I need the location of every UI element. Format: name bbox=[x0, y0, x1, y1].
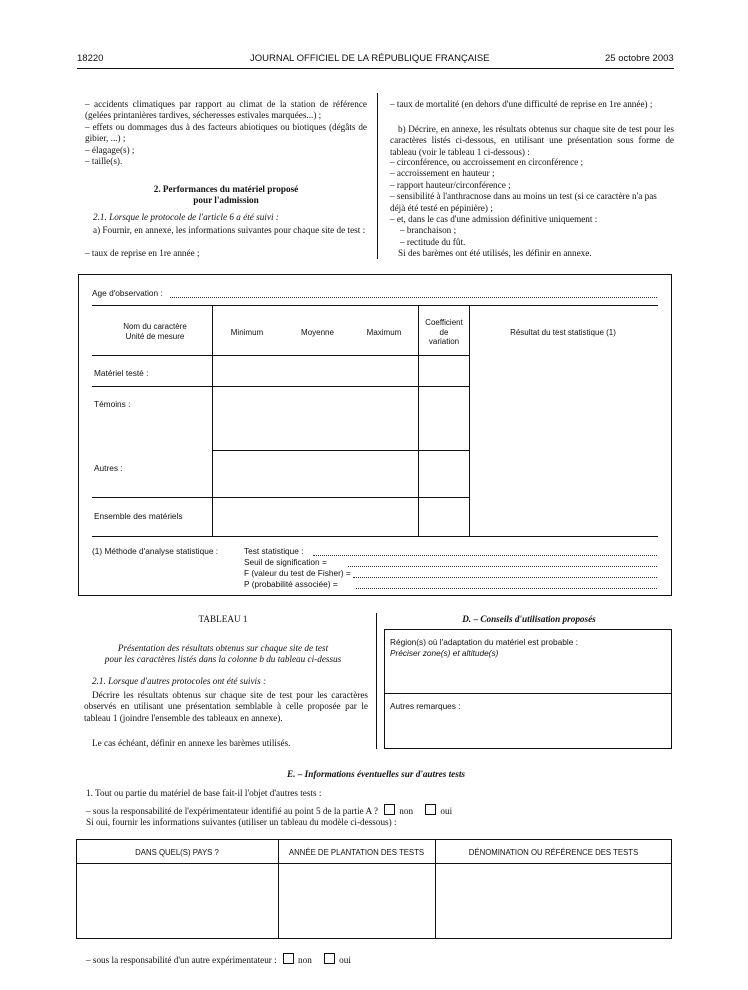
col-header-coef: Coefficient de variation bbox=[425, 318, 463, 346]
page-number: 18220 bbox=[77, 53, 104, 64]
tableau-title: TABLEAU 1 bbox=[198, 614, 248, 624]
checkbox-non-2[interactable] bbox=[283, 953, 294, 964]
label-non-2: non bbox=[298, 955, 312, 965]
remarks-label: Autres remarques : bbox=[390, 701, 461, 711]
list-item: – sensibilité à l'anthracnose dans au moins un test (si ce caractère n'a pas déjà été testé en pépinière) ; bbox=[390, 191, 657, 213]
journal-title: JOURNAL OFFICIEL DE LA RÉPUBLIQUE FRANÇAISE bbox=[250, 53, 490, 64]
checkbox-oui[interactable] bbox=[425, 804, 436, 815]
stat-seuil-field[interactable] bbox=[348, 566, 657, 567]
question-1a: – sous la responsabilité de l'expérimentateur identifié au point 5 de la partie A ? non oui bbox=[86, 806, 453, 816]
left-bullets bbox=[85, 99, 367, 167]
stat-fisher: F (valeur du test de Fisher) = bbox=[244, 568, 351, 578]
item-reprise: – taux de reprise en 1re année ; bbox=[85, 248, 200, 258]
right-items bbox=[390, 157, 674, 248]
bullet-item: – accidents climatiques par rapport au climat de la station de référence (gelées printanières tardives, sécheresses estivales marquées...) ; bbox=[85, 99, 367, 121]
bullet-item: – taille(s). bbox=[85, 156, 123, 167]
stat-fisher-field[interactable] bbox=[353, 577, 657, 578]
row-label-teste: Matériel testé : bbox=[94, 368, 149, 378]
row-label-temoins: Témoins : bbox=[94, 399, 131, 409]
stat-p: P (probabilité associée) = bbox=[244, 579, 338, 589]
item-mortalite: – taux de mortalité (en dehors d'une difficulté de reprise en 1re année) ; bbox=[390, 99, 653, 109]
list-item: – rapport hauteur/circonférence ; bbox=[390, 179, 511, 190]
header-pays: DANS QUEL(S) PAYS ? bbox=[135, 848, 219, 857]
bullet-item: – élagage(s) ; bbox=[85, 144, 135, 155]
regions-hint: Préciser zone(s) et altitude(s) bbox=[390, 648, 499, 658]
header-rule bbox=[77, 68, 674, 69]
age-label: Age d'observation : bbox=[92, 288, 163, 298]
para-21b: Décrire les résultats obtenus sur chaque site de test pour les caractères observés en utilisant une présentation semblable à celle proposée par le tableau 1 (joindre l'ensemble des tableaux en annexe). bbox=[84, 690, 368, 723]
section-title: 2. Performances du matériel proposé pour l'admission bbox=[153, 184, 299, 206]
list-subitem: – branchaison ; bbox=[400, 225, 457, 236]
stat-p-field[interactable] bbox=[356, 588, 657, 589]
stat-test: Test statistique : bbox=[244, 546, 304, 556]
stat-seuil: Seuil de signification = bbox=[244, 557, 327, 567]
list-item: – accroissement en hauteur ; bbox=[390, 168, 495, 179]
para-a: a) Fournir, en annexe, les informations suivantes pour chaque site de test : bbox=[93, 225, 366, 235]
label-oui: oui bbox=[440, 806, 453, 816]
question-other: – sous la responsabilité d'un autre expérimentateur : non oui bbox=[86, 955, 351, 965]
col-header-result: Résultat du test statistique (1) bbox=[510, 328, 616, 337]
section-d-box bbox=[384, 629, 672, 749]
col-header-moy: Moyenne bbox=[301, 328, 334, 337]
label-non: non bbox=[399, 806, 414, 816]
checkbox-oui-2[interactable] bbox=[324, 953, 335, 964]
section-d-title: D. – Conseils d'utilisation proposés bbox=[462, 614, 596, 624]
checkbox-non[interactable] bbox=[384, 804, 395, 815]
list-item: – circonférence, ou accroissement en circonférence ; bbox=[390, 157, 584, 167]
sub-heading-21b: 2.1. Lorsque d'autres protocoles ont été suivis : bbox=[92, 676, 267, 686]
row-label-autres: Autres : bbox=[94, 463, 123, 473]
closing-note: Si des barèmes ont été utilisés, les définir en annexe. bbox=[398, 248, 592, 258]
stat-test-field[interactable] bbox=[313, 555, 657, 556]
age-field[interactable] bbox=[170, 297, 657, 298]
page-date: 25 octobre 2003 bbox=[605, 53, 674, 64]
para-b: b) Décrire, en annexe, les résultats obtenus sur chaque site de test pour les caractères listés ci-dessous, en utilisant une présentation sous forme de tableau (voir le tableau 1 ci-dessous) : bbox=[390, 124, 674, 157]
header-annee: ANNÉE DE PLANTATION DES TESTS bbox=[288, 848, 425, 857]
col-header-max: Maximum bbox=[366, 328, 402, 337]
si-oui-note: Si oui, fournir les informations suivantes (utiliser un tableau du modèle ci-dessous) : bbox=[86, 817, 397, 827]
regions-label: Région(s) où l'adaptation du matériel est probable : bbox=[390, 637, 578, 647]
tableau-caption: Présentation des résultats obtenus sur chaque site de test pour les caractères listés dans la colonne b du tableau ci-dessus bbox=[104, 643, 342, 665]
bullet-item: – effets ou dommages dus à des facteurs abiotiques ou biotiques (dégâts de gibier, ...) ; bbox=[85, 121, 367, 144]
para-baremes: Le cas échéant, définir en annexe les barèmes utilisés. bbox=[92, 738, 291, 748]
header-denomination: DÉNOMINATION OU RÉFÉRENCE DES TESTS bbox=[468, 848, 639, 857]
col-header-min: Minimum bbox=[230, 328, 264, 337]
sub-heading-21: 2.1. Lorsque le protocole de l'article 6 a été suivi : bbox=[93, 212, 279, 222]
label-oui-2: oui bbox=[339, 955, 351, 965]
list-item: – et, dans le cas d'une admission définitive uniquement : bbox=[390, 214, 598, 225]
row-label-ensemble: Ensemble des matériels bbox=[94, 511, 183, 521]
column-divider bbox=[377, 93, 378, 259]
list-subitem: – rectitude du fût. bbox=[400, 236, 466, 247]
question-1: 1. Tout ou partie du matériel de base fait-il l'objet d'autres tests : bbox=[86, 788, 322, 798]
method-label: (1) Méthode d'analyse statistique : bbox=[92, 546, 219, 556]
col-header-name: Nom du caractère Unité de mesure bbox=[123, 322, 187, 341]
section-e-title: E. – Informations éventuelles sur d'autres tests bbox=[287, 769, 465, 779]
